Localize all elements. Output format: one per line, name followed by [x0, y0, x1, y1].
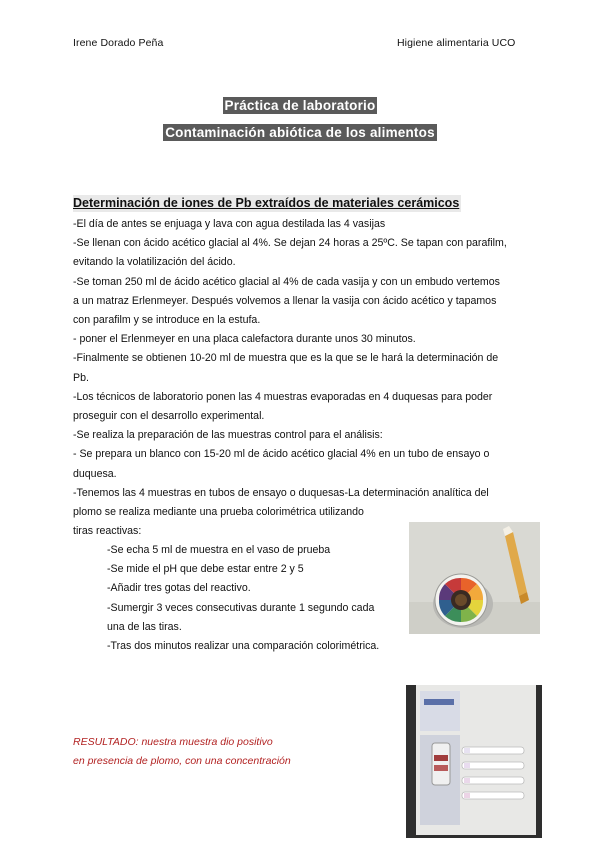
text-line: - poner el Erlenmeyer en una placa calefactora durante unos 30 minutos.	[73, 333, 416, 346]
text-line: Pb.	[73, 371, 89, 384]
text-line: duquesa.	[73, 467, 117, 480]
text-line: -Se toman 250 ml de ácido acético glacial al 4% de cada vasija y con un embudo vertemos	[73, 275, 500, 288]
result-line: RESULTADO: nuestra muestra dio positivo	[73, 736, 273, 748]
header-course: Higiene alimentaria UCO	[397, 37, 516, 49]
text-line: con parafilm y se introduce en la estufa.	[73, 314, 261, 327]
step-item: -Tras dos minutos realizar una comparación colorimétrica.	[107, 640, 380, 653]
text-line: -Se llenan con ácido acético glacial al 4%. Se dejan 24 horas a 25ºC. Se tapan con parafilm,	[73, 237, 507, 250]
text-line: -Finalmente se obtienen 10-20 ml de muestra que es la que se le hará la determinación de	[73, 352, 499, 365]
step-item: -Se echa 5 ml de muestra en el vaso de prueba	[107, 544, 331, 556]
result-line: en presencia de plomo, con una concentración	[73, 755, 291, 767]
text-line: - Se prepara un blanco con 15-20 ml de ácido acético glacial 4% en un tubo de ensayo o	[73, 448, 490, 461]
text-line: -El día de antes se enjuaga y lava con agua destilada las 4 vasijas	[73, 218, 386, 230]
test-strips-photo	[406, 685, 542, 838]
text-line: -Los técnicos de laboratorio ponen las 4 muestras evaporadas en 4 duquesas para poder	[73, 390, 493, 403]
section-heading: Determinación de iones de Pb extraídos de materiales cerámicos	[73, 196, 460, 210]
test-strips-illustration	[406, 685, 542, 838]
title-line-2-wrap	[0, 124, 600, 142]
text-line: proseguir con el desarrollo experimental.	[73, 410, 265, 423]
result-note	[73, 733, 291, 771]
step-item: -Sumergir 3 veces consecutivas durante 1 segundo cada	[107, 601, 375, 614]
page-title: Práctica de laboratorio	[224, 98, 376, 113]
text-line: -Tenemos las 4 muestras en tubos de ensayo o duquesas-La determinación analítica del	[73, 486, 489, 499]
procedure-text	[73, 215, 533, 541]
step-item: una de las tiras.	[107, 620, 182, 633]
text-line: plomo se realiza mediante una prueba colorimétrica utilizando	[73, 506, 364, 519]
ph-paper-photo	[409, 522, 540, 634]
page-subtitle: Contaminación abiótica de los alimentos	[165, 125, 435, 140]
text-line: -Se realiza la preparación de las muestras control para el análisis:	[73, 429, 383, 442]
title-line-1-wrap	[0, 97, 600, 115]
step-item: -Añadir tres gotas del reactivo.	[107, 582, 251, 595]
ph-paper-illustration	[409, 522, 540, 634]
header-author: Irene Dorado Peña	[73, 37, 164, 49]
text-line: tiras reactivas:	[73, 525, 142, 538]
step-item: -Se mide el pH que debe estar entre 2 y 5	[107, 563, 304, 576]
text-line: a un matraz Erlenmeyer. Después volvemos a llenar la vasija con ácido acético y tapamos	[73, 294, 497, 307]
test-steps-list	[107, 541, 379, 656]
text-line: evitando la volatilización del ácido.	[73, 256, 236, 269]
